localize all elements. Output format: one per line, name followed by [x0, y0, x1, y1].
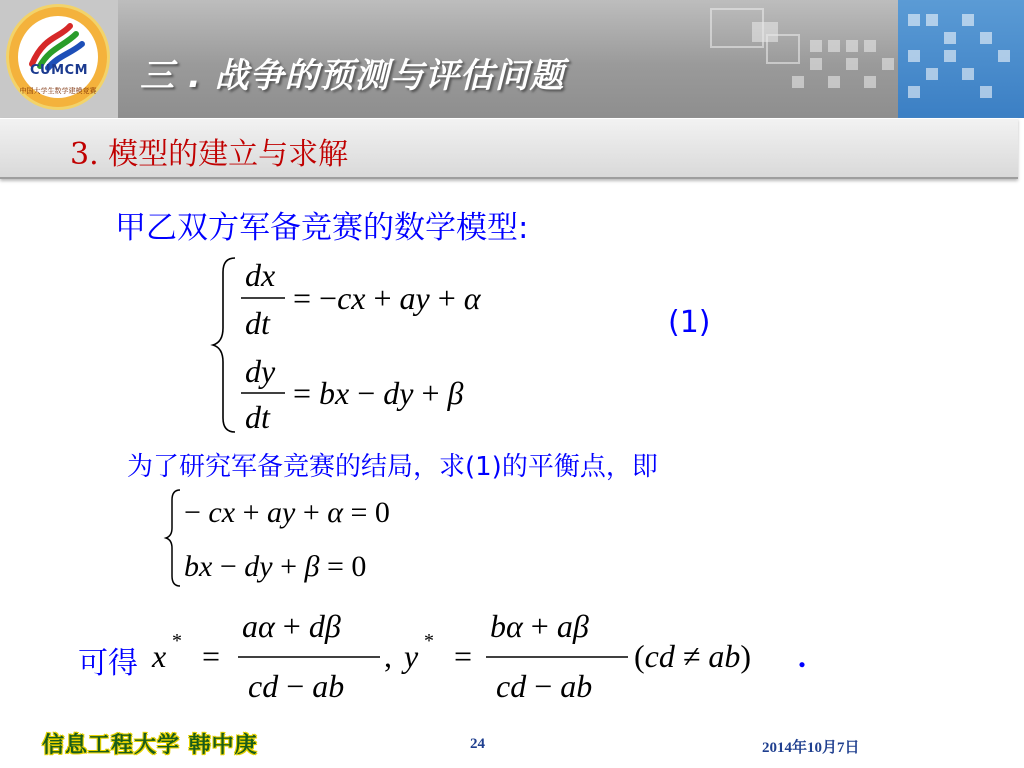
result-prefix-text: 可得	[78, 646, 138, 681]
footer-date: 2014年10月7日	[762, 740, 860, 756]
logo-ring-text: 中国大学生数学建模竞赛	[19, 87, 97, 95]
svg-text:*: *	[172, 630, 182, 652]
svg-text:cd − ab: cd − ab	[496, 668, 593, 704]
footer-page-number: 24	[470, 736, 485, 752]
svg-text:(cd ≠ ab): (cd ≠ ab)	[634, 638, 752, 674]
slide-title: 三 . 战争的预测与评估问题	[140, 56, 565, 96]
svg-text:= bx − dy + β: = bx − dy + β	[293, 375, 464, 411]
svg-text:= −cx + ay + α: = −cx + ay + α	[293, 280, 481, 316]
svg-text:=: =	[454, 638, 473, 674]
svg-text:,: ,	[384, 638, 392, 674]
svg-text:=: =	[202, 638, 221, 674]
svg-text:*: *	[424, 630, 434, 652]
footer-author: 信息工程大学 韩中庚	[42, 732, 258, 758]
header-decoration	[700, 0, 898, 118]
header-blue-panel	[898, 0, 1024, 118]
svg-text:cd − ab: cd − ab	[248, 668, 345, 704]
section-title: 3. 模型的建立与求解	[70, 137, 349, 172]
svg-text:y: y	[404, 638, 419, 674]
logo-text: CUMCM	[30, 63, 89, 78]
svg-text:dt: dt	[245, 399, 270, 435]
svg-text:aα + dβ: aα + dβ	[242, 608, 341, 644]
svg-text:.: .	[798, 638, 806, 674]
svg-text:− cx + ay + α = 0: − cx + ay + α = 0	[184, 496, 390, 529]
svg-text:bx − dy + β = 0: bx − dy + β = 0	[184, 550, 367, 583]
equilibrium-equation-system	[160, 486, 460, 590]
equation-number: (1)	[668, 305, 711, 340]
equilibrium-solution-formula	[150, 605, 830, 705]
svg-text:bα + aβ: bα + aβ	[490, 608, 589, 644]
svg-text:x: x	[152, 638, 167, 674]
model-intro-text: 甲乙双方军备竞赛的数学模型:	[115, 210, 529, 246]
equilibrium-intro-text: 为了研究军备竞赛的结局，求(1)的平衡点，即	[127, 452, 658, 482]
svg-text:dx: dx	[245, 257, 276, 293]
differential-equation-system	[205, 250, 585, 440]
svg-text:dy: dy	[245, 353, 276, 389]
svg-text:dt: dt	[245, 305, 270, 341]
